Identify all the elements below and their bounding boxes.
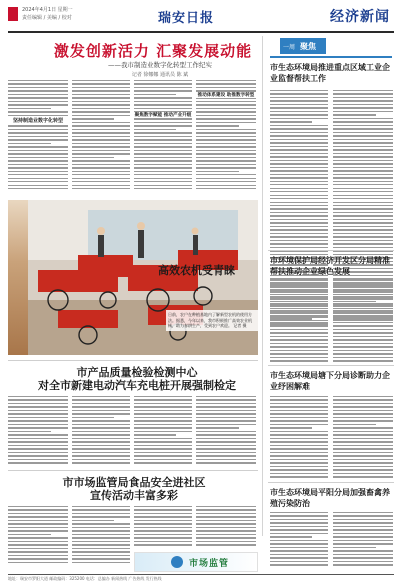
shield-icon <box>171 556 183 568</box>
lead-col-2 <box>72 80 130 192</box>
footer-rule <box>8 574 394 575</box>
paper-name: 瑞安日报 <box>158 11 215 26</box>
sidebar-rule-3 <box>268 482 394 483</box>
lead-col-3 <box>134 80 192 192</box>
story2-title: 市市场监管局食品安全进社区 宣传活动丰富多彩 <box>62 476 206 502</box>
story2-col-2 <box>72 506 130 565</box>
story2-col-3 <box>134 506 192 548</box>
story1-bottom-rule <box>8 470 258 471</box>
column-divider <box>262 36 263 536</box>
masthead-rule <box>8 31 394 33</box>
photo-credit: 记者 摄 <box>233 323 247 328</box>
masthead-edition: 责任编辑 / 美编 / 校对 <box>22 15 72 21</box>
story1-title-line1: 市产品质量检验检测中心 对全市新建电动汽车充电桩开展强制检定 <box>38 366 236 392</box>
story1-col-2 <box>72 396 130 466</box>
page-number-badge <box>8 7 18 21</box>
sidebar-item-3-col-1 <box>270 396 328 480</box>
lead-subhead-2: 聚焦数字赋能 推动产业升级 <box>134 113 192 118</box>
photo-caption: 日前，农户在种植基地内了解新型农机的使用方法。据悉，今年以来，我市积极推广高效农业机械，助力春耕生产，受到农户欢迎。 <box>168 312 252 328</box>
lead-col-1 <box>8 80 68 192</box>
sidebar-item-2-col-2 <box>333 280 393 364</box>
story1-col-4 <box>196 396 256 466</box>
lead-byline: 记者 徐娜娜 通讯员 陈 斌 <box>131 72 189 78</box>
sidebar-item-2-title: 市环境保护局经济开发区分局精准帮扶推动企业绿色发展 <box>270 255 390 276</box>
sidebar-item-3-title: 市生态环境局塘下分局诊断助力企业纾困解难 <box>270 370 390 391</box>
story2-col-4 <box>196 506 256 548</box>
masthead-date: 2024年4月1日 星期一 <box>22 7 73 13</box>
story1-col-1 <box>8 396 68 466</box>
footer-text: 地址：瑞安市罗阳大道 邮政编码：325200 电话：总编办 新闻热线 广告热线 发行热线 <box>8 576 162 581</box>
sidebar-rule-2 <box>268 365 394 366</box>
sidebar-item-3-col-2 <box>333 396 393 480</box>
sidebar-tag-main: 聚焦 <box>300 42 316 51</box>
sidebar-tag <box>270 36 392 58</box>
photo-title: 高效农机受青睐 <box>158 264 235 277</box>
section-title: 经济新闻 <box>330 9 390 25</box>
lead-title: 激发创新活力 汇聚发展动能 <box>53 42 253 60</box>
photo-bottom-rule <box>8 360 258 361</box>
sidebar-rule-1 <box>268 250 394 251</box>
story2-col-1 <box>8 506 68 565</box>
sidebar-tag-small: 一周 <box>283 44 296 51</box>
photo-block <box>8 200 258 355</box>
lead-subtitle: ——我市制造业数字化转型工作纪实 <box>108 61 212 69</box>
sidebar-tag-box <box>280 38 326 54</box>
sidebar-item-2-col-1 <box>270 280 328 364</box>
sidebar-item-4-title: 市生态环境局平阳分局加强畜禽养殖污染防治 <box>270 487 390 508</box>
masthead <box>8 3 394 29</box>
photo-left-strip <box>8 200 28 355</box>
story1-col-3 <box>134 396 192 466</box>
lead-subhead-3: 推动体系建设 助推数字转型 <box>197 93 255 98</box>
market-logo-text: 市场监管 <box>189 559 230 569</box>
market-logo-banner <box>134 552 258 572</box>
photo-caption-box <box>166 310 260 331</box>
lead-subhead-1: 坚持制造业数字化转型 <box>8 117 68 124</box>
sidebar-item-1-title: 市生态环境局推进重点区域工业企业监督帮扶工作 <box>270 62 390 83</box>
sidebar-item-4-col-2 <box>333 512 393 568</box>
sidebar-item-4-col-1 <box>270 512 328 568</box>
